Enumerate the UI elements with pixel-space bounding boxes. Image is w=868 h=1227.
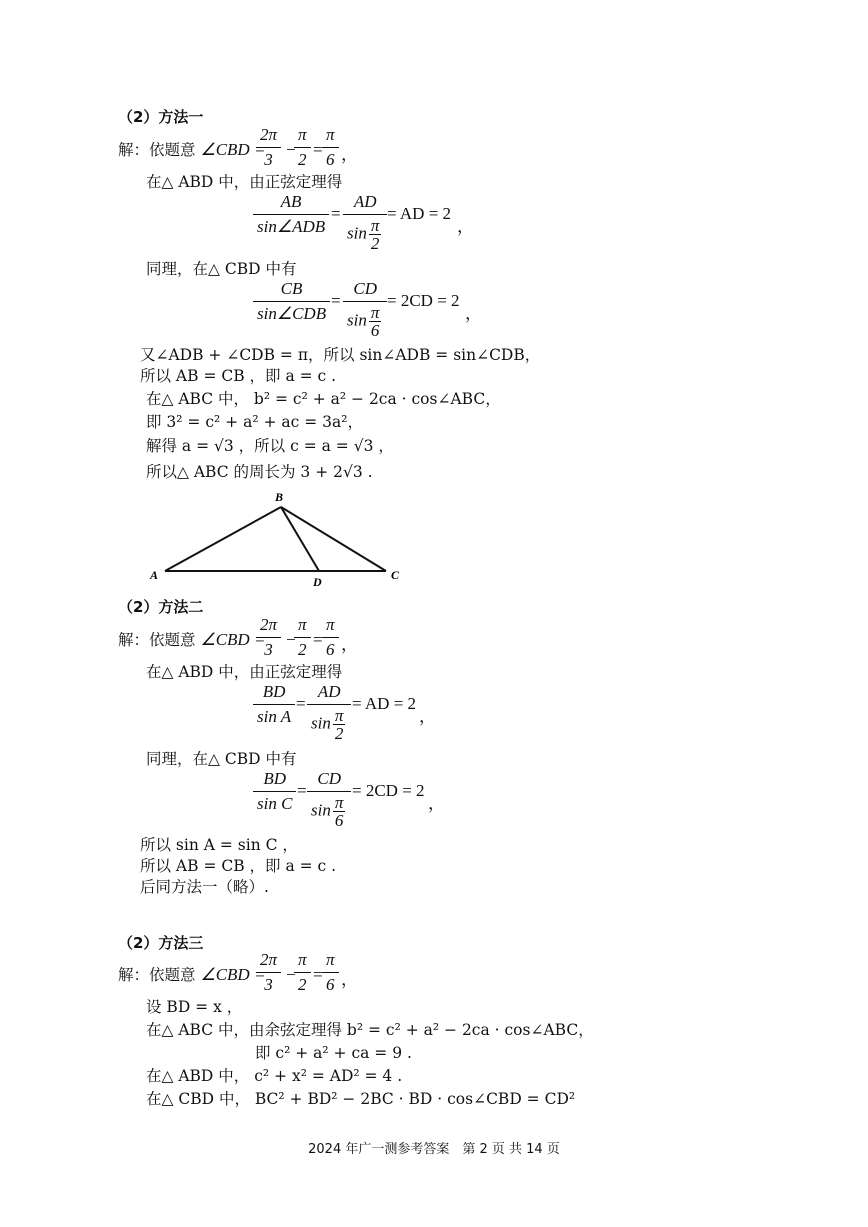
method1-eq1-rhs: = AD = 2 (387, 204, 452, 223)
label-d: D (313, 575, 322, 589)
comma: ， (428, 794, 445, 813)
method1-eq2-frac-right (343, 279, 387, 339)
method1-line3: 同理，在△ CBD 中有 (146, 260, 297, 278)
frac-numerator: AD (343, 192, 387, 215)
frac-denominator: sin A (257, 707, 292, 726)
label-b: B (275, 490, 284, 504)
comma: ， (341, 145, 358, 164)
sub-numerator: π (370, 303, 380, 322)
triangle-diagram (140, 485, 420, 590)
sub-numerator: π (334, 706, 344, 725)
frac-denominator: 3 (264, 150, 273, 169)
method1-line7: 即 3² = c² + a² + ac = 3a²， (146, 413, 363, 431)
method3-line2: 设 BD = x ， (146, 998, 243, 1016)
comma: ， (465, 304, 482, 323)
frac-numerator: BD (253, 769, 296, 792)
frac-denominator (343, 302, 387, 339)
method1-line9: 所以△ ABC 的周长为 3 + 2√3 . (146, 463, 373, 481)
segment-ab (165, 507, 281, 571)
frac-numerator: π (322, 615, 339, 638)
sin-label: sin (311, 713, 331, 733)
method2-frac-2pi-3 (256, 615, 281, 660)
method1-line1 (118, 140, 265, 160)
equals-sign: = (313, 965, 323, 984)
sub-numerator: π (370, 216, 380, 235)
frac-denominator: 6 (326, 975, 335, 994)
method3-frac-pi-2 (294, 950, 311, 995)
frac-denominator: sin∠CDB (257, 304, 327, 323)
frac-denominator: sin C (257, 794, 293, 813)
equals-sign: = (331, 204, 341, 223)
frac-numerator: CD (343, 279, 387, 302)
method1-line8: 解得 a = √3 ，所以 c = a = √3 ， (146, 437, 394, 455)
sub-numerator: π (334, 793, 344, 812)
frac-denominator: 2 (298, 640, 307, 659)
method1-eq2-frac-left (253, 279, 330, 324)
comma: ， (457, 217, 474, 236)
equals-sign: = (313, 140, 323, 159)
frac-numerator: BD (253, 682, 295, 705)
sub-denominator: 6 (370, 321, 380, 340)
sin-label: sin (347, 223, 367, 243)
method1-frac-pi-2 (294, 125, 311, 170)
method2-eq2-frac-right (307, 769, 351, 829)
method1-eq2-rhs: = 2CD = 2 (387, 291, 460, 310)
sin-label: sin (311, 800, 331, 820)
frac-numerator: π (294, 950, 311, 973)
equals-sign: = (331, 291, 341, 310)
method2-eq1-rhs: = AD = 2 (352, 694, 417, 713)
method1-eq1-frac-right (343, 192, 387, 252)
method2-solution-prefix: 解：依题意 (118, 631, 196, 649)
method2-eq1-frac-right (307, 682, 351, 742)
method2-frac-pi-6 (322, 615, 339, 660)
sub-denominator: 6 (334, 811, 344, 830)
method2-line5: 所以 AB = CB ，即 a = c . (140, 857, 337, 875)
sub-denominator: 2 (370, 234, 380, 253)
frac-denominator: 6 (326, 640, 335, 659)
frac-numerator: π (322, 950, 339, 973)
method1-line2: 在△ ABD 中，由正弦定理得 (146, 173, 343, 191)
label-a: A (150, 568, 159, 582)
method1-angle-cbd: ∠CBD = (200, 140, 266, 159)
method3-angle-cbd: ∠CBD = (200, 965, 266, 984)
method3-line5: 在△ ABD 中， c² + x² = AD² = 4 . (146, 1067, 403, 1085)
frac-denominator: 3 (264, 975, 273, 994)
method3-line1 (118, 965, 265, 985)
frac-denominator (307, 705, 351, 742)
frac-denominator (343, 215, 387, 252)
method1-heading: （2）方法一 (118, 108, 204, 126)
method3-solution-prefix: 解：依题意 (118, 966, 196, 984)
method1-eq1-frac-left (253, 192, 329, 237)
equals-sign: = (297, 781, 307, 800)
frac-numerator: CD (307, 769, 351, 792)
method1-line5: 所以 AB = CB ，即 a = c . (140, 367, 337, 385)
method3-frac-2pi-3 (256, 950, 281, 995)
frac-denominator: 3 (264, 640, 273, 659)
method3-line6: 在△ CBD 中， BC² + BD² − 2BC · BD · cos∠CBD = CD² (146, 1090, 576, 1108)
frac-denominator: sin∠ADB (257, 217, 326, 236)
frac-numerator: π (294, 125, 311, 148)
method3-frac-pi-6 (322, 950, 339, 995)
frac-numerator: 2π (256, 950, 281, 973)
frac-numerator: CB (253, 279, 330, 302)
sub-denominator: 2 (334, 724, 344, 743)
frac-numerator: AD (307, 682, 351, 705)
method2-line6: 后同方法一（略）. (140, 878, 269, 896)
method2-eq2-frac-left (253, 769, 296, 814)
method2-line1 (118, 630, 265, 650)
segment-bc (281, 507, 386, 571)
sin-label: sin (347, 310, 367, 330)
method1-solution-prefix: 解：依题意 (118, 141, 196, 159)
frac-denominator: 2 (298, 975, 307, 994)
frac-denominator: 6 (326, 150, 335, 169)
method3-line4: 即 c² + a² + ca = 9 . (255, 1044, 412, 1062)
page-footer: 2024 年广一测参考答案 第 2 页 共 14 页 (308, 1142, 560, 1157)
comma: ， (341, 635, 358, 654)
method1-frac-pi-6 (322, 125, 339, 170)
minus-sign: − (286, 140, 296, 159)
equals-sign: = (296, 694, 306, 713)
method2-frac-pi-2 (294, 615, 311, 660)
frac-numerator: 2π (256, 615, 281, 638)
frac-denominator (307, 792, 351, 829)
comma: ， (341, 970, 358, 989)
method2-eq2-rhs: = 2CD = 2 (352, 781, 425, 800)
method2-angle-cbd: ∠CBD = (200, 630, 266, 649)
method1-line4: 又∠ADB + ∠CDB = π，所以 sin∠ADB = sin∠CDB， (140, 346, 541, 364)
method3-heading: （2）方法三 (118, 934, 204, 952)
label-c: C (391, 568, 400, 582)
frac-numerator: AB (253, 192, 329, 215)
method2-heading: （2）方法二 (118, 598, 204, 616)
method1-line6: 在△ ABC 中， b² = c² + a² − 2ca · cos∠ABC， (146, 390, 501, 408)
frac-numerator: π (322, 125, 339, 148)
method2-line3: 同理，在△ CBD 中有 (146, 750, 297, 768)
equals-sign: = (313, 630, 323, 649)
method2-line2: 在△ ABD 中，由正弦定理得 (146, 663, 343, 681)
comma: ， (419, 707, 436, 726)
method2-line4: 所以 sin A = sin C ， (140, 836, 298, 854)
minus-sign: − (286, 630, 296, 649)
minus-sign: − (286, 965, 296, 984)
method3-line3: 在△ ABC 中，由余弦定理得 b² = c² + a² − 2ca · cos∠ABC， (146, 1021, 594, 1039)
frac-numerator: 2π (256, 125, 281, 148)
segment-bd (281, 507, 319, 571)
frac-numerator: π (294, 615, 311, 638)
method2-eq1-frac-left (253, 682, 295, 727)
method1-frac-2pi-3 (256, 125, 281, 170)
frac-denominator: 2 (298, 150, 307, 169)
